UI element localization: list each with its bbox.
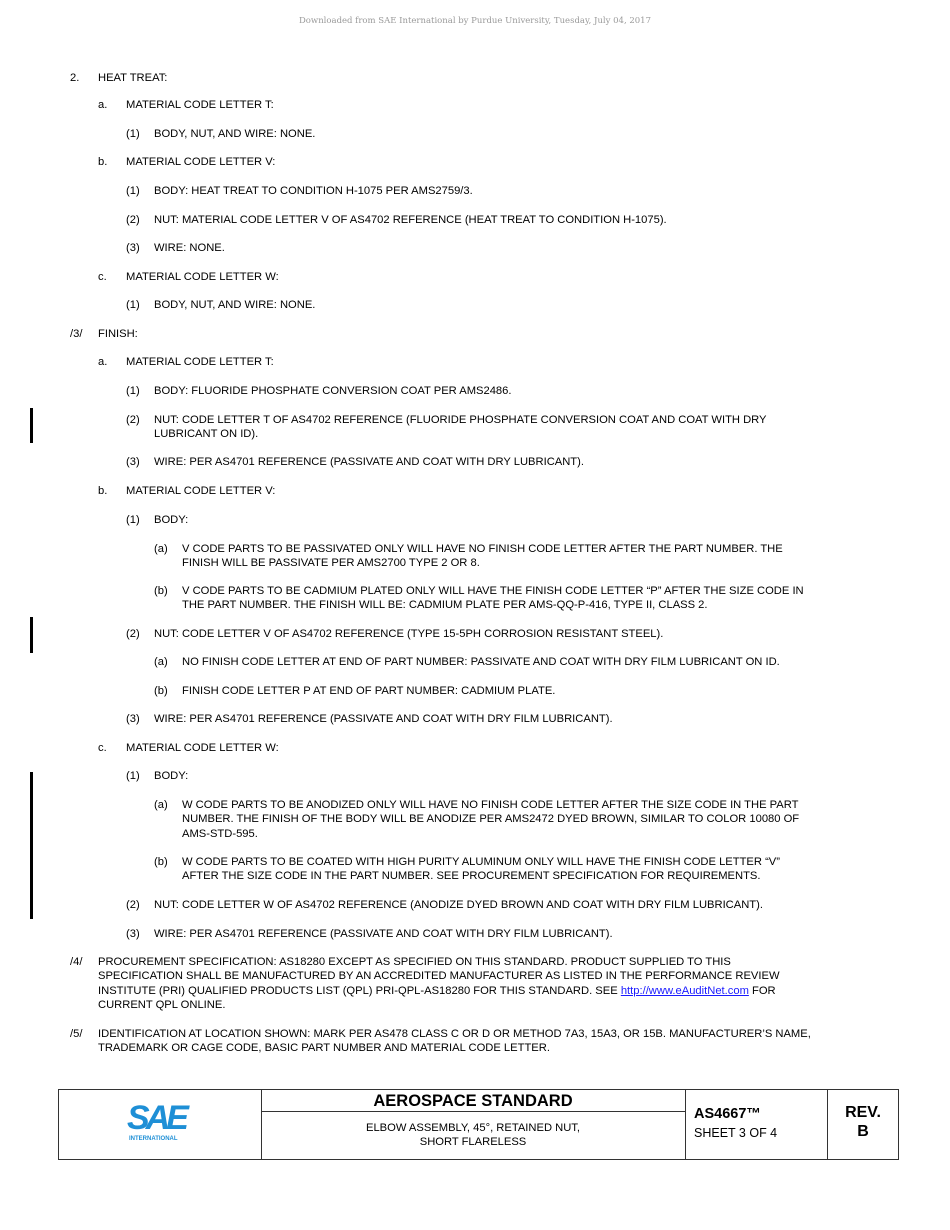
item-label: (3) bbox=[126, 713, 140, 725]
title-block bbox=[58, 1089, 899, 1160]
item-text: BODY, NUT, AND WIRE: NONE. bbox=[154, 128, 316, 140]
item-text: W CODE PARTS TO BE COATED WITH HIGH PURITY ALUMINUM ONLY WILL HAVE THE FINISH CODE LETTER “V” AFTER THE SIZE CODE IN THE PART NUMBER. SEE PROCUREMENT SPECIFICATION FOR REQUIREMENTS. bbox=[182, 856, 780, 883]
item-label: (b) bbox=[154, 685, 168, 697]
item-text: V CODE PARTS TO BE CADMIUM PLATED ONLY WILL HAVE THE FINISH CODE LETTER “P” AFTER THE SIZE CODE IN THE PART NUMBER. THE FINISH WILL BE: CADMIUM PLATE PER AMS-QQ-P-416, TYPE II, CLASS 2. bbox=[182, 585, 804, 612]
item-text-part: PROCUREMENT SPECIFICATION: AS18280 EXCEPT AS SPECIFIED ON THIS STANDARD. PRODUCT SUPPLIED TO THIS SPECIFICATION SHALL BE MANUFACTURED BY AN ACCREDITED MANUFACTURER AS LISTED IN THE PERFORMANCE REVIEW INSTITUTE (PRI) QUALIFIED PRODUCTS LIST (QPL) PRI-QPL-AS18280 FOR THIS STANDARD. SEE bbox=[98, 956, 780, 997]
document-title: ELBOW ASSEMBLY, 45°, RETAINED NUT, SHORT FLARELESS bbox=[366, 1122, 580, 1148]
item-text: NUT: CODE LETTER W OF AS4702 REFERENCE (ANODIZE DYED BROWN AND COAT WITH DRY FILM LUBRICANT). bbox=[154, 899, 763, 911]
item-label: (1) bbox=[126, 385, 140, 397]
item-label: (b) bbox=[154, 585, 168, 597]
item-text: W CODE PARTS TO BE ANODIZED ONLY WILL HAVE NO FINISH CODE LETTER AFTER THE SIZE CODE IN THE PART NUMBER. THE FINISH OF THE BODY WILL BE ANODIZE PER AMS2472 DYED BROWN, SIMILAR TO COLOR 10080 OF AMS-STD-595. bbox=[182, 799, 800, 840]
item-text: FINISH CODE LETTER P AT END OF PART NUMBER: CADMIUM PLATE. bbox=[182, 685, 556, 697]
item-text: NUT: CODE LETTER T OF AS4702 REFERENCE (FLUORIDE PHOSPHATE CONVERSION COAT AND COAT WITH DRY LUBRICANT ON ID). bbox=[154, 414, 767, 441]
item-text: BODY, NUT, AND WIRE: NONE. bbox=[154, 299, 316, 311]
sheet-number: SHEET 3 OF 4 bbox=[694, 1126, 778, 1140]
item-text: IDENTIFICATION AT LOCATION SHOWN: MARK PER AS478 CLASS C OR D OR METHOD 7A3, 15A3, OR 15B. MANUFACTURER’S NAME, TRADEMARK OR CAGE CODE, BASIC PART NUMBER AND MATERIAL CODE LETTER. bbox=[98, 1028, 811, 1055]
sae-logo-subtitle: INTERNATIONAL bbox=[129, 1136, 178, 1142]
item-text: NO FINISH CODE LETTER AT END OF PART NUMBER: PASSIVATE AND COAT WITH DRY FILM LUBRICANT ON ID. bbox=[182, 656, 780, 668]
document-number: AS4667™ bbox=[694, 1106, 761, 1122]
revision-cell bbox=[828, 1090, 898, 1159]
sae-logo: SAE bbox=[127, 1099, 185, 1137]
item-text: WIRE: PER AS4701 REFERENCE (PASSIVATE AND COAT WITH DRY FILM LUBRICANT). bbox=[154, 713, 613, 725]
item-label: (1) bbox=[126, 770, 140, 782]
item-text: V CODE PARTS TO BE PASSIVATED ONLY WILL HAVE NO FINISH CODE LETTER AFTER THE PART NUMBER. THE FINISH WILL BE PASSIVATE PER AMS2700 TYPE 2 OR 8. bbox=[182, 543, 783, 570]
revision-label: REV. bbox=[845, 1104, 881, 1121]
item-text: MATERIAL CODE LETTER T: bbox=[126, 99, 274, 111]
item-label: (a) bbox=[154, 799, 168, 811]
item-label: c. bbox=[98, 742, 107, 754]
item-text: BODY: bbox=[154, 770, 189, 782]
item-text-part: FOR CURRENT QPL ONLINE. bbox=[98, 984, 776, 1011]
item-label: (3) bbox=[126, 242, 140, 254]
item-text: BODY: HEAT TREAT TO CONDITION H-1075 PER AMS2759/3. bbox=[154, 185, 473, 197]
item-text: FINISH: bbox=[98, 328, 138, 340]
change-bar bbox=[30, 772, 33, 919]
item-label: b. bbox=[98, 485, 108, 497]
item-text bbox=[98, 955, 780, 1012]
item-text: MATERIAL CODE LETTER V: bbox=[126, 156, 276, 168]
revision-value: B bbox=[857, 1123, 869, 1140]
item-text: WIRE: NONE. bbox=[154, 242, 225, 254]
item-text: MATERIAL CODE LETTER V: bbox=[126, 485, 276, 497]
item-label: (3) bbox=[126, 456, 140, 468]
item-label: (2) bbox=[126, 628, 140, 640]
item-label: (b) bbox=[154, 856, 168, 868]
item-label: b. bbox=[98, 156, 108, 168]
document-category: AEROSPACE STANDARD bbox=[261, 1090, 685, 1112]
item-text: MATERIAL CODE LETTER T: bbox=[126, 356, 274, 368]
item-label: /4/ bbox=[70, 956, 83, 968]
title-cell bbox=[261, 1090, 686, 1159]
eauditnet-link[interactable]: http://www.eAuditNet.com bbox=[620, 984, 749, 997]
item-text: BODY: FLUORIDE PHOSPHATE CONVERSION COAT PER AMS2486. bbox=[154, 385, 512, 397]
item-label: (a) bbox=[154, 656, 168, 668]
download-watermark: Downloaded from SAE International by Purdue University, Tuesday, July 04, 2017 bbox=[298, 16, 651, 26]
logo-cell bbox=[59, 1090, 262, 1159]
item-text: HEAT TREAT: bbox=[98, 72, 168, 84]
item-text: WIRE: PER AS4701 REFERENCE (PASSIVATE AND COAT WITH DRY FILM LUBRICANT). bbox=[154, 928, 613, 940]
item-label: (2) bbox=[126, 414, 140, 426]
item-label: a. bbox=[98, 99, 108, 111]
number-cell bbox=[686, 1090, 828, 1159]
item-label: /5/ bbox=[70, 1028, 83, 1040]
item-label: /3/ bbox=[70, 328, 83, 340]
item-text: NUT: MATERIAL CODE LETTER V OF AS4702 REFERENCE (HEAT TREAT TO CONDITION H-1075). bbox=[154, 214, 667, 226]
item-label: (1) bbox=[126, 128, 140, 140]
item-label: (1) bbox=[126, 514, 140, 526]
item-label: (1) bbox=[126, 299, 140, 311]
item-label: c. bbox=[98, 271, 107, 283]
item-text: NUT: CODE LETTER V OF AS4702 REFERENCE (TYPE 15-5PH CORROSION RESISTANT STEEL). bbox=[154, 628, 664, 640]
item-label: (a) bbox=[154, 543, 168, 555]
item-label: 2. bbox=[70, 72, 80, 84]
item-label: (2) bbox=[126, 899, 140, 911]
item-text: MATERIAL CODE LETTER W: bbox=[126, 271, 279, 283]
item-label: a. bbox=[98, 356, 108, 368]
item-label: (1) bbox=[126, 185, 140, 197]
item-text: MATERIAL CODE LETTER W: bbox=[126, 742, 279, 754]
change-bar bbox=[30, 408, 33, 443]
item-label: (2) bbox=[126, 214, 140, 226]
item-label: (3) bbox=[126, 928, 140, 940]
item-text: BODY: bbox=[154, 514, 189, 526]
change-bar bbox=[30, 617, 33, 653]
item-text: WIRE: PER AS4701 REFERENCE (PASSIVATE AND COAT WITH DRY LUBRICANT). bbox=[154, 456, 584, 468]
